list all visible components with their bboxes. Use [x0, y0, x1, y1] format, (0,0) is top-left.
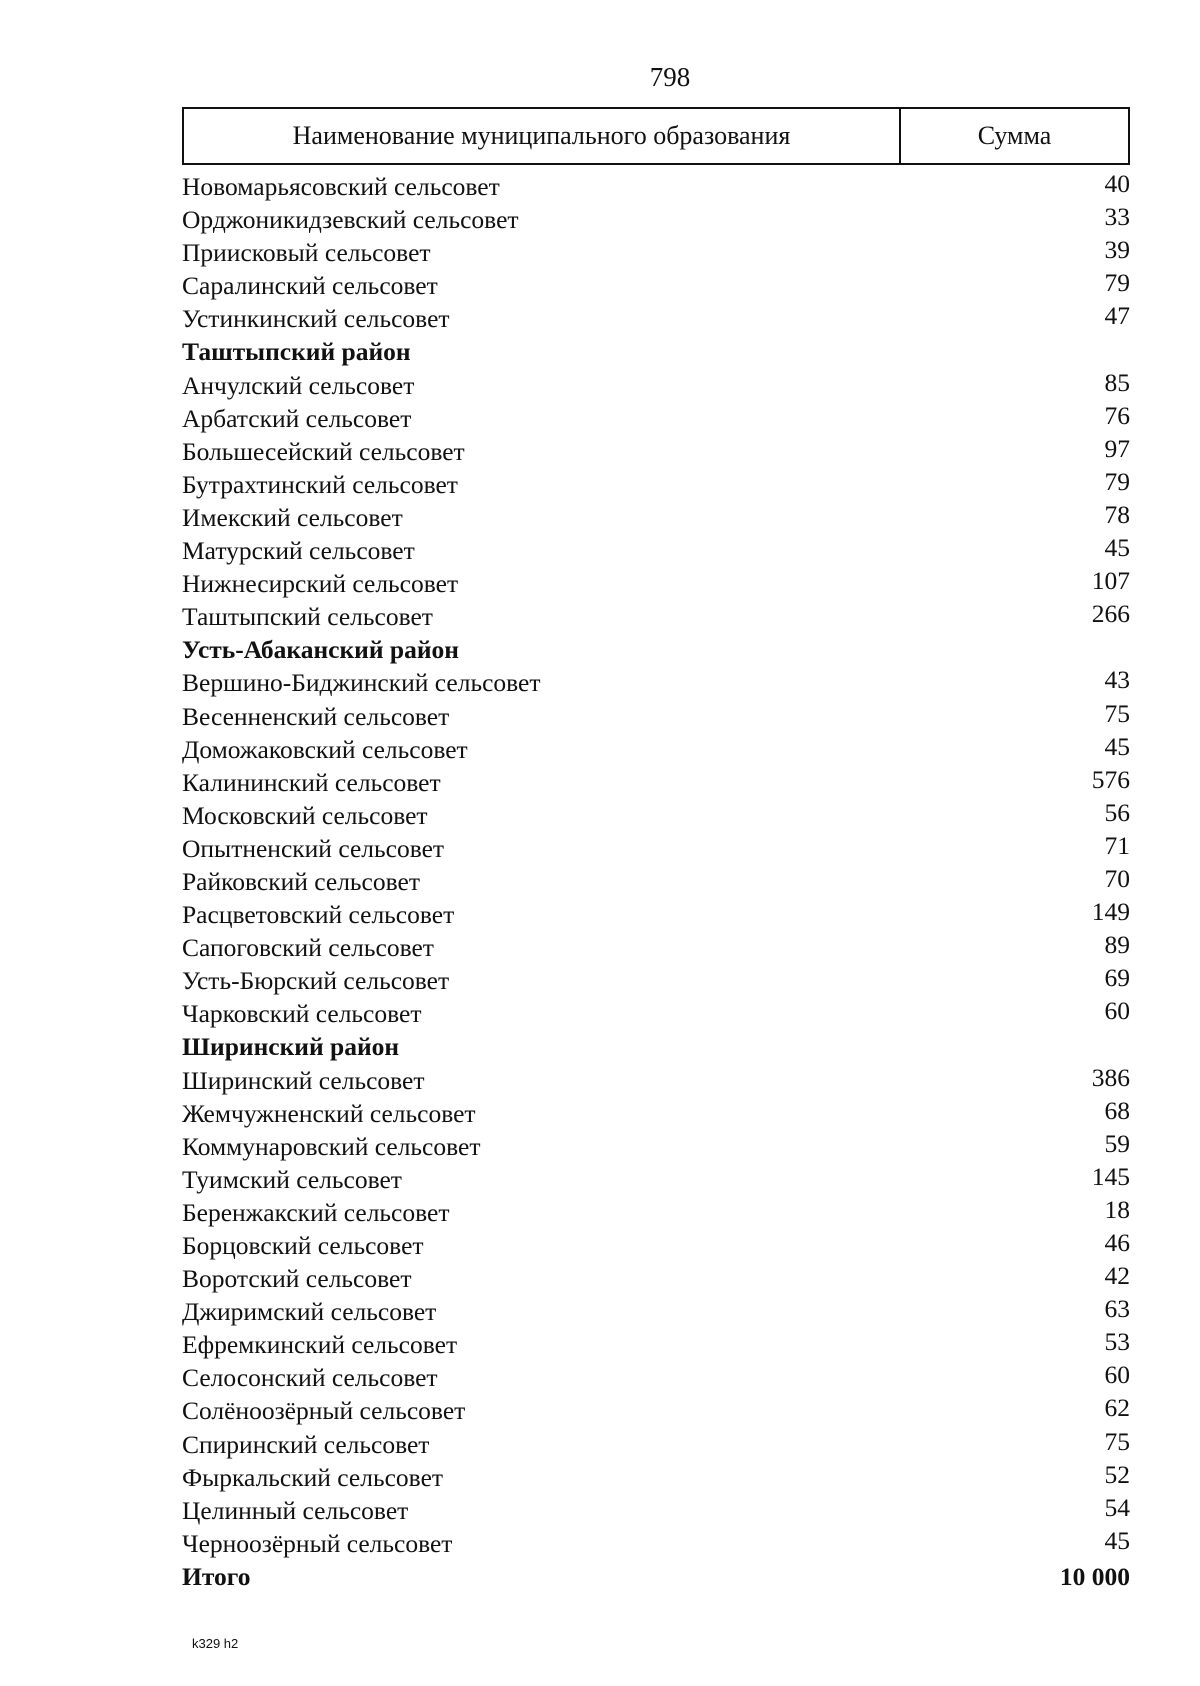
row-sum: 46 — [1104, 1228, 1130, 1257]
row-sum: 79 — [1104, 466, 1130, 496]
table-row — [182, 533, 1130, 569]
table-row — [182, 1492, 1130, 1529]
row-name: Райковский сельсовет — [182, 866, 420, 896]
row-sum: 47 — [1104, 301, 1130, 331]
table-row — [182, 400, 1130, 437]
table-row — [182, 566, 1130, 602]
row-sum: 68 — [1104, 1095, 1130, 1125]
row-name: Селосонский сельсовет — [182, 1363, 438, 1393]
row-sum: 79 — [1104, 268, 1130, 298]
row-name: Сапоговский сельсовет — [182, 933, 434, 963]
table-row — [182, 1194, 1130, 1231]
table-row — [182, 169, 1130, 205]
row-name: Приисковый сельсовет — [182, 238, 431, 268]
row-name: Нижнесирский сельсовет — [182, 569, 459, 599]
row-sum: 18 — [1104, 1194, 1130, 1224]
row-name: Имекский сельсовет — [182, 502, 403, 532]
row-name: Туимский сельсовет — [182, 1164, 402, 1194]
table-row — [182, 1459, 1130, 1496]
row-name: Борцовский сельсовет — [182, 1231, 424, 1260]
table-row — [182, 202, 1130, 238]
row-name: Анчулский сельсовет — [182, 370, 415, 400]
table-row — [182, 698, 1130, 735]
row-name: Устинкинский сельсовет — [182, 304, 450, 334]
row-name: Бутрахтинский сельсовет — [182, 469, 458, 499]
page-number: 798 — [649, 62, 691, 92]
table-row — [182, 1327, 1130, 1363]
row-name: Усть-Бюрский сельсовет — [182, 966, 450, 996]
table-row — [182, 665, 1130, 701]
row-name: Московский сельсовет — [182, 800, 428, 830]
table-row — [182, 599, 1130, 635]
row-name: Ефремкинский сельсовет — [182, 1330, 458, 1360]
row-sum: 576 — [1091, 764, 1130, 794]
row-name: Калининский сельсовет — [182, 767, 441, 797]
row-name: Беренжакский сельсовет — [182, 1197, 450, 1227]
row-name: Итого — [182, 1561, 251, 1591]
row-sum: 33 — [1104, 202, 1130, 232]
table-row — [182, 830, 1130, 867]
table-row — [182, 301, 1130, 337]
row-name: Орджоникидзевский сельсовет — [182, 205, 519, 235]
row-sum: 45 — [1104, 533, 1130, 563]
row-sum: 89 — [1104, 930, 1130, 960]
row-sum: 71 — [1104, 830, 1130, 860]
row-sum: 107 — [1091, 566, 1130, 596]
row-name: Солёноозёрный сельсовет — [182, 1396, 466, 1426]
row-name: Чарковский сельсовет — [182, 999, 422, 1029]
row-sum: 145 — [1091, 1161, 1130, 1191]
row-sum: 85 — [1104, 367, 1130, 397]
row-sum: 60 — [1104, 996, 1130, 1026]
table-row — [182, 433, 1130, 470]
row-name: Саралинский сельсовет — [182, 271, 438, 301]
row-sum: 266 — [1091, 599, 1130, 629]
table-row — [182, 1161, 1130, 1198]
row-name: Целинный сельсовет — [182, 1495, 409, 1525]
row-sum: 54 — [1104, 1492, 1130, 1522]
row-name: Ширинский район — [182, 1032, 400, 1062]
table-row — [182, 1062, 1130, 1099]
row-sum: 76 — [1104, 400, 1130, 430]
row-sum: 386 — [1091, 1062, 1130, 1092]
row-sum: 52 — [1104, 1459, 1130, 1489]
row-name: Таштыпский сельсовет — [182, 602, 433, 632]
column-header-sum: Сумма — [977, 121, 1052, 150]
row-name: Усть-Абаканский район — [182, 635, 459, 665]
row-name: Доможаковский сельсовет — [182, 734, 468, 764]
table-row — [182, 764, 1130, 801]
district-heading-row — [182, 635, 1130, 668]
row-name: Весенненский сельсовет — [182, 701, 450, 731]
table-row — [182, 996, 1130, 1032]
table-row — [182, 466, 1130, 503]
table-row — [182, 930, 1130, 966]
table-row — [182, 1294, 1130, 1330]
table-header — [182, 107, 1130, 165]
row-name: Большесейский сельсовет — [182, 436, 465, 466]
row-sum: 43 — [1104, 665, 1130, 695]
row-name: Арбатский сельсовет — [182, 403, 412, 433]
total-row — [182, 1562, 1130, 1595]
row-sum: 75 — [1104, 1426, 1130, 1456]
row-sum: 40 — [1104, 169, 1130, 198]
table-row — [182, 499, 1130, 536]
row-name: Жемчужненский сельсовет — [182, 1098, 476, 1128]
row-name: Расцветовский сельсовет — [182, 900, 455, 930]
table-row — [182, 1360, 1130, 1396]
row-sum: 45 — [1104, 1525, 1130, 1555]
row-name: Таштыпский район — [182, 337, 411, 367]
row-sum: 39 — [1104, 235, 1130, 265]
row-sum: 59 — [1104, 1128, 1130, 1158]
table-row — [182, 897, 1130, 933]
row-sum: 70 — [1104, 863, 1130, 893]
row-name: Черноозёрный сельсовет — [182, 1528, 453, 1558]
table-row — [182, 1393, 1130, 1429]
row-sum: 63 — [1104, 1294, 1130, 1324]
table-row — [182, 1095, 1130, 1132]
table-row — [182, 1525, 1130, 1562]
table-row — [182, 1426, 1130, 1463]
column-header-name: Наименование муниципального образования — [184, 109, 901, 163]
row-sum: 10 000 — [1059, 1561, 1130, 1591]
district-heading-row — [182, 337, 1130, 370]
table-row — [182, 797, 1130, 834]
table-row — [182, 963, 1130, 999]
row-name: Спиринский сельсовет — [182, 1429, 430, 1459]
table-row — [182, 235, 1130, 271]
table-row — [182, 1228, 1130, 1264]
row-sum: 149 — [1091, 897, 1130, 927]
row-sum: 53 — [1104, 1327, 1130, 1357]
row-name: Ширинский сельсовет — [182, 1065, 425, 1095]
row-sum: 56 — [1104, 797, 1130, 827]
row-name: Фыркальский сельсовет — [182, 1462, 444, 1492]
row-sum: 42 — [1104, 1261, 1130, 1291]
row-sum: 45 — [1104, 731, 1130, 761]
table-row — [182, 863, 1130, 900]
row-sum: 75 — [1104, 698, 1130, 728]
footer-code: k329 h2 — [192, 1636, 239, 1651]
row-name: Опытненский сельсовет — [182, 833, 445, 863]
row-sum: 78 — [1104, 499, 1130, 529]
row-name: Вершино-Биджинский сельсовет — [182, 668, 541, 698]
row-name: Новомарьясовский сельсовет — [182, 172, 500, 201]
row-sum: 97 — [1104, 433, 1130, 463]
row-name: Воротский сельсовет — [182, 1264, 412, 1294]
row-sum: 60 — [1104, 1360, 1130, 1390]
row-name: Джиримский сельсовет — [182, 1297, 437, 1327]
table-body — [182, 169, 1130, 1595]
row-name: Матурский сельсовет — [182, 536, 415, 566]
table-row — [182, 1261, 1130, 1297]
district-heading-row — [182, 1032, 1130, 1065]
row-name: Коммунаровский сельсовет — [182, 1131, 481, 1161]
table-row — [182, 268, 1130, 304]
row-sum: 62 — [1104, 1393, 1130, 1423]
table-row — [182, 1128, 1130, 1165]
table-row — [182, 731, 1130, 768]
table-row — [182, 367, 1130, 404]
row-sum: 69 — [1104, 963, 1130, 993]
